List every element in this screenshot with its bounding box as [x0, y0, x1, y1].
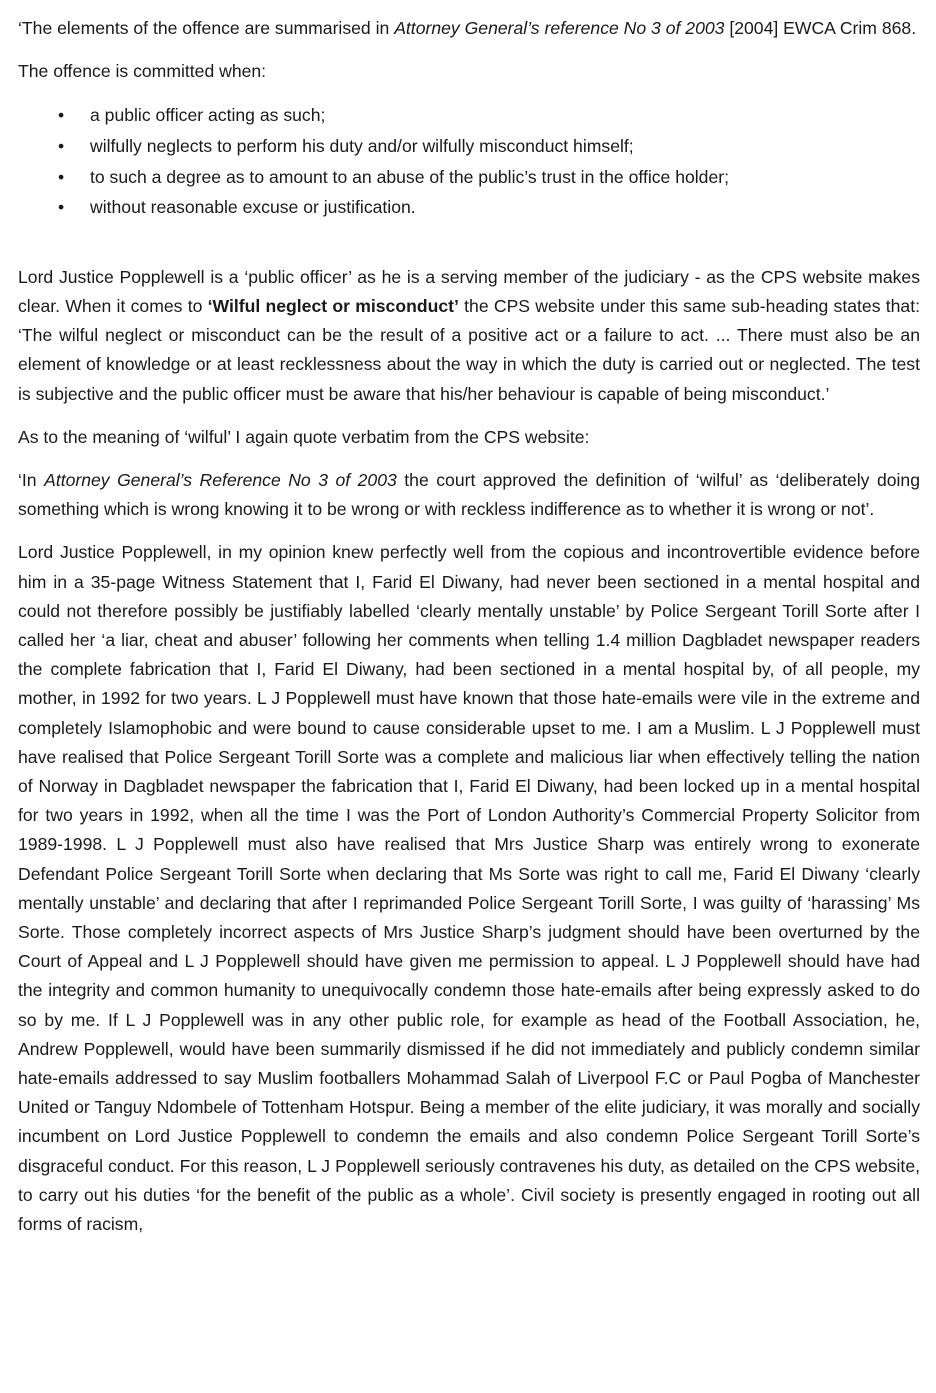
bold-heading-reference: ‘Wilful neglect or misconduct’ — [207, 295, 459, 316]
case-citation: Attorney General’s Reference No 3 of 2003 — [44, 470, 397, 490]
bullet-icon: • — [58, 166, 65, 187]
paragraph-offence-committed: The offence is committed when: — [18, 61, 267, 82]
bullet-icon: • — [58, 136, 65, 156]
paragraph-offence-elements: ‘The elements of the offence are summarised in Attorney General’s reference No 3 of 2003 [2004] EWCA Crim 868. — [18, 18, 917, 38]
offence-elements-list — [18, 100, 920, 222]
list-item: • a public officer acting as such; — [58, 100, 920, 131]
list-item: • to such a degree as to amount to an abuse of the public’s trust in the office holder; — [58, 162, 920, 193]
bullet-icon: • — [58, 197, 65, 218]
paragraph-wilful-definition: ‘In Attorney General’s Reference No 3 of 2003 the court approved the definition of ‘wilful’ as ‘deliberately doing something which is wrong knowing it to be wrong or with reckless indifference as to whether it is wrong or not’. — [18, 470, 920, 520]
case-citation: Attorney General’s reference No 3 of 2003 — [394, 18, 725, 38]
paragraph-wilful-meaning: As to the meaning of ‘wilful’ I again quote verbatim from the CPS website: — [18, 426, 590, 447]
list-item: • wilfully neglects to perform his duty and/or wilfully misconduct himself; — [58, 131, 920, 162]
list-item: • without reasonable excuse or justification. — [58, 192, 920, 223]
bullet-icon: • — [58, 105, 65, 126]
paragraph-popplewell-opinion: Lord Justice Popplewell, in my opinion knew perfectly well from the copious and incontrovertible evidence before him in a 35-page Witness Statement that I, Farid El Diwany, had never been sectioned in a mental hospital and could not therefore possibly be justifiably labelled ‘clearly mentally unstable’ by Police Sergeant Torill Sorte after I called her ‘a liar, cheat and abuser’ following her comments when telling 1.4 million Dagbladet newspaper readers the complete fabrication that I, Farid El Diwany, had been sectioned in a mental hospital by, of all people, my mother, in 1992 for two years. L J Popplewell must have known that those hate-emails were vile in the extreme and completely Islamophobic and were bound to cause considerable upset to me. I am a Muslim. L J Popplewell must have realised that Police Sergeant Torill Sorte was a complete and malicious liar when effectively telling the nation of Norway in Dagbladet newspaper the fabrication that I, Farid El Diwany, had been locked up in a mental hospital for two years in 1992, when all the time I was the Port of London Authority’s Commercial Property Solicitor from 1989-1998. L J Popplewell must also have realised that Mrs Justice Sharp was entirely wrong to exonerate Defendant Police Sergeant Torill Sorte when declaring that Ms Sorte was right to call me, Farid El Diwany ‘clearly mentally unstable’ and declaring that after I reprimanded Police Sergeant Torill Sorte, I was guilty of ‘harassing’ Ms Sorte. Those completely incorrect aspects of Mrs Justice Sharp’s judgment should have been overturned by the Court of Appeal and L J Popplewell should have given me permission to appeal. L J Popplewell should have had the integrity and common humanity to unequivocally condemn those hate-emails after being expressly asked to do so by me. If L J Popplewell was in any other public role, for example as head of the Football Association, he, Andrew Popplewell, would have been summarily dismissed if he did not immediately and publicly condemn similar hate-emails addressed to say Muslim footballers Mohammad Salah of Liverpool F.C or Paul Pogba of Manchester United or Tanguy Ndombele of Tottenham Hotspur. Being a member of the elite judiciary, it was morally and socially incumbent on Lord Justice Popplewell to condemn the emails and also condemn Police Sergeant Torill Sorte’s disgraceful conduct. For this reason, L J Popplewell seriously contravenes his duty, as detailed on the CPS website, to carry out his duties ‘for the benefit of the public as a whole’. Civil society is presently engaged in rooting out all forms of racism, — [18, 542, 920, 1235]
paragraph-public-officer: Lord Justice Popplewell is a ‘public officer’ as he is a serving member of the judiciary - as the CPS website makes clear. When it comes to ‘Wilful neglect or misconduct’ the CPS website under this same sub-heading states that: ‘The wilful neglect or misconduct can be the result of a positive act or a failure to act. ... There must also be an element of knowledge or at least recklessness about the way in which the duty is carried out or neglected. The test is subjective and the public officer must be aware that his/her behaviour is capable of being misconduct.’ — [18, 266, 920, 404]
